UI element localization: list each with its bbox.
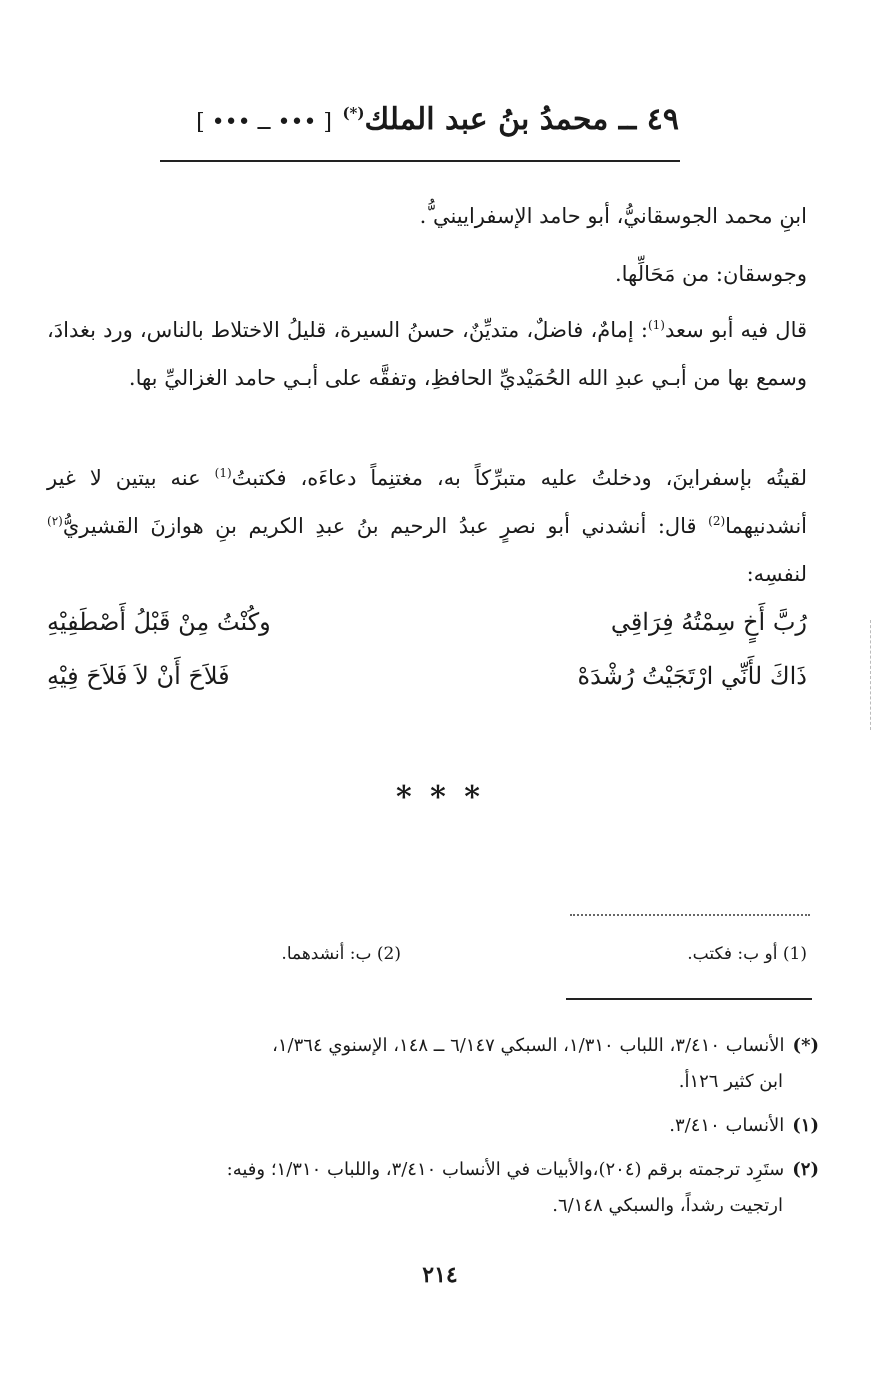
footnote-text: الأنساب ٣/٤١٠، اللباب ١/٣١٠، السبكي ٦/١٤٧ ــ ١٤٨، الإسنوي ١/٣٦٤، xyxy=(272,1035,785,1056)
page-number: ٢١٤ xyxy=(422,1262,458,1288)
paragraph-jawsaqan: وجوسقان: من مَحَالِّها. xyxy=(614,262,807,286)
paragraph-text: لنفسِه: xyxy=(746,562,807,586)
footnote-text-continued: ابن كثير ١٢٦أ. xyxy=(678,1071,783,1092)
paragraph-text: لقيتُه بإسفراينَ، ودخلتُ عليه متبرِّكاً به، مغتنِماً دعاءَه، فكتبتُ xyxy=(231,466,807,490)
footnote xyxy=(39,1152,819,1224)
heading-footnote-mark: (*) xyxy=(342,104,365,122)
entry-date-range: [ ••• ــ ••• ] xyxy=(196,110,332,135)
verse-line xyxy=(47,662,807,714)
footnote-ref: (1) xyxy=(214,466,232,480)
footnote-ref: (٢) xyxy=(47,514,63,528)
footnote-ref: (1) xyxy=(647,318,665,332)
verse-second-hemistich: فَلاَحَ أَنْ لاَ فَلاَحَ فِيْهِ xyxy=(47,662,230,690)
footnote-text-continued: ارتجيت رشداً، والسبكي ٦/١٤٨. xyxy=(552,1195,783,1216)
footnote-text: ستَرِد ترجمته برقم (٢٠٤)،والأبيات في الأنساب ٣/٤١٠، واللباب ١/٣١٠؛ وفيه: xyxy=(226,1159,785,1180)
entry-heading xyxy=(179,102,679,137)
variant-marker: (1) xyxy=(782,944,807,964)
margin-mark xyxy=(870,620,872,730)
footnote-marker: (*) xyxy=(792,1035,819,1056)
variant-note xyxy=(687,944,807,964)
footnote-ref: (2) xyxy=(708,514,726,528)
entry-number: ٤٩ ــ xyxy=(618,102,679,137)
footnote-marker: (١) xyxy=(792,1115,819,1136)
footnote xyxy=(39,1108,819,1144)
variant-marker: (2) xyxy=(376,944,401,964)
verse-first-hemistich: ذَاكَ لأَنِّي ارْتَجَيْتُ رُشْدَهْ xyxy=(577,662,807,690)
paragraph-lineage: ابنِ محمد الجوسقانيُّ، أبو حامد الإسفراييني ُّ. xyxy=(419,204,807,228)
footnote xyxy=(39,1028,819,1100)
paragraph-text: قال فيه أبو سعد xyxy=(664,318,808,342)
verse-first-hemistich: رُبَّ أَخٍ سِمْتُهُ فِرَاقِي xyxy=(610,608,807,636)
paragraph-text: عنه بيتين لا غير أنشدنيهما xyxy=(47,466,807,538)
paragraph-meeting xyxy=(47,454,807,598)
dotted-divider xyxy=(570,914,810,917)
section-separator: * * * xyxy=(396,780,484,815)
paragraph-abu-saad xyxy=(47,306,807,402)
entry-name: محمدُ بنُ عبد الملك xyxy=(364,102,609,137)
paragraph-text: قال: أنشدني أبو نصرٍ عبدُ الرحيم بنُ عبدِ الكريم بنِ هوازنَ القشيريُّ xyxy=(62,514,709,538)
footnote-text: الأنساب ٣/٤١٠. xyxy=(669,1115,785,1136)
variant-note xyxy=(281,944,401,964)
variant-text: أو ب: فكتب. xyxy=(687,944,778,964)
footnote-divider xyxy=(566,998,812,1000)
verse-second-hemistich: وكُنْتُ مِنْ قَبْلُ أَصْطَفِيْهِ xyxy=(47,608,271,636)
variant-text: ب: أنشدهما. xyxy=(281,944,372,964)
paragraph-text: : إمامٌ، فاضلٌ، متديِّنٌ، حسنُ السيرة، قليلُ الاختلاط بالناس، ورد بغدادَ، وسمع بها من أبـي عبدِ الله الحُمَيْديِّ الحافظِ، وتفقَّه على أبـي حامد الغزاليِّ بها. xyxy=(47,318,807,390)
footnote-marker: (٢) xyxy=(792,1159,819,1180)
verse-line xyxy=(47,608,807,660)
heading-underline xyxy=(160,160,680,162)
